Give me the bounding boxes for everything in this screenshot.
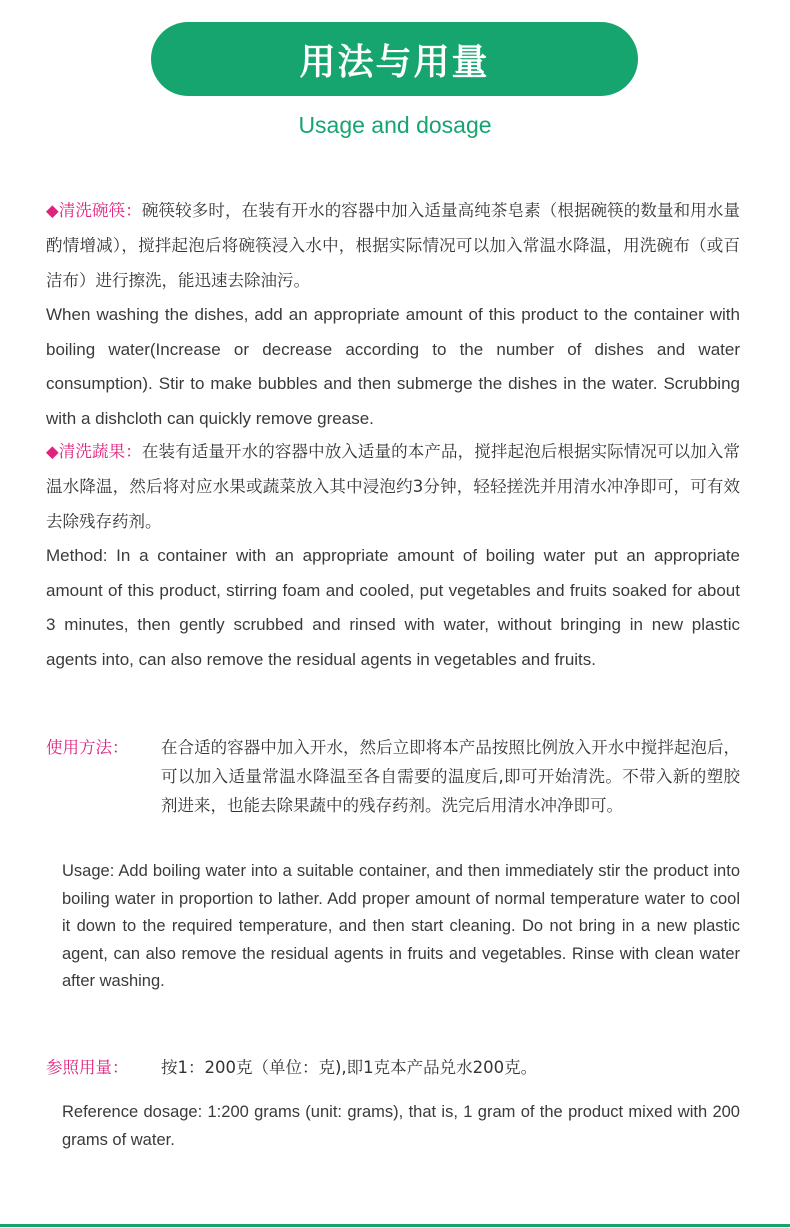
reference-label: 参照用量： <box>46 1058 129 1077</box>
usage-label: 使用方法： <box>46 738 129 757</box>
fruits-zh-text: 在装有适量开水的容器中放入适量的本产品，搅拌起泡后根据实际情况可以加入常温水降温，然后将对应水果或蔬菜放入其中浸泡约3分钟，轻轻搓洗并用清水冲净即可，可有效去除残存药剂。 <box>46 442 741 531</box>
page-subtitle: Usage and dosage <box>298 112 492 138</box>
dishes-label: ◆清洗碗筷： <box>46 201 142 220</box>
dishes-zh-text: 碗筷较多时，在装有开水的容器中加入适量高纯茶皂素（根据碗筷的数量和用水量酌情增减），搅拌起泡后将碗筷浸入水中，根据实际情况可以加入常温水降温，用洗碗布（或百洁布）进行擦洗，能迅速去除油污。 <box>46 201 741 290</box>
usage-zh-text: 在合适的容器中加入开水，然后立即将本产品按照比例放入开水中搅拌起泡后，可以加入适量常温水降温至各自需要的温度后,即可开始清洗。不带入新的塑胶剂进来，也能去除果蔬中的残存药剂。洗完后用清水冲净即可。 <box>161 738 740 815</box>
bottom-divider <box>0 1224 790 1227</box>
reference-en-section <box>62 1099 740 1154</box>
reference-section <box>46 1053 740 1082</box>
fruits-label: ◆清洗蔬果： <box>46 442 142 461</box>
usage-section <box>46 733 740 820</box>
fruits-section <box>46 434 740 677</box>
usage-en-text: Usage: Add boiling water into a suitable container, and then immediately stir the product into boiling water in proportion to lather. Add proper amount of normal temperature water to cool it down to the required temperature, and then start cleaning. Do not bring in a new plastic agent, can also remove the residual agents in fruits and vegetables. Rinse with clean water after washing. <box>62 862 740 990</box>
dishes-en-text: When washing the dishes, add an appropriate amount of this product to the container with boiling water(Increase or decrease according to the number of dishes and water consumption). Stir to make bubbles and then submerge the dishes in the water. Scrubbing with a dishcloth can quickly remove grease. <box>46 305 740 428</box>
fruits-en-text: Method: In a container with an appropriate amount of boiling water put an appropriate amount of this product, stirring foam and cooled, put vegetables and fruits soaked for about 3 minutes, then gently scrubbed and rinsed with water, without bringing in new plastic agents into, can also remove the residual agents in vegetables and fruits. <box>46 546 740 669</box>
title-banner <box>151 22 638 96</box>
dishes-zh-paragraph <box>46 193 740 298</box>
dishes-section <box>46 193 740 436</box>
fruits-zh-paragraph <box>46 434 740 539</box>
reference-en-text: Reference dosage: 1:200 grams (unit: grams), that is, 1 gram of the product mixed with 200 grams of water. <box>62 1103 740 1149</box>
page-title: 用法与用量 <box>299 41 490 83</box>
usage-en-section <box>62 858 740 996</box>
reference-zh-text: 按1：200克（单位：克),即1克本产品兑水200克。 <box>161 1058 538 1077</box>
